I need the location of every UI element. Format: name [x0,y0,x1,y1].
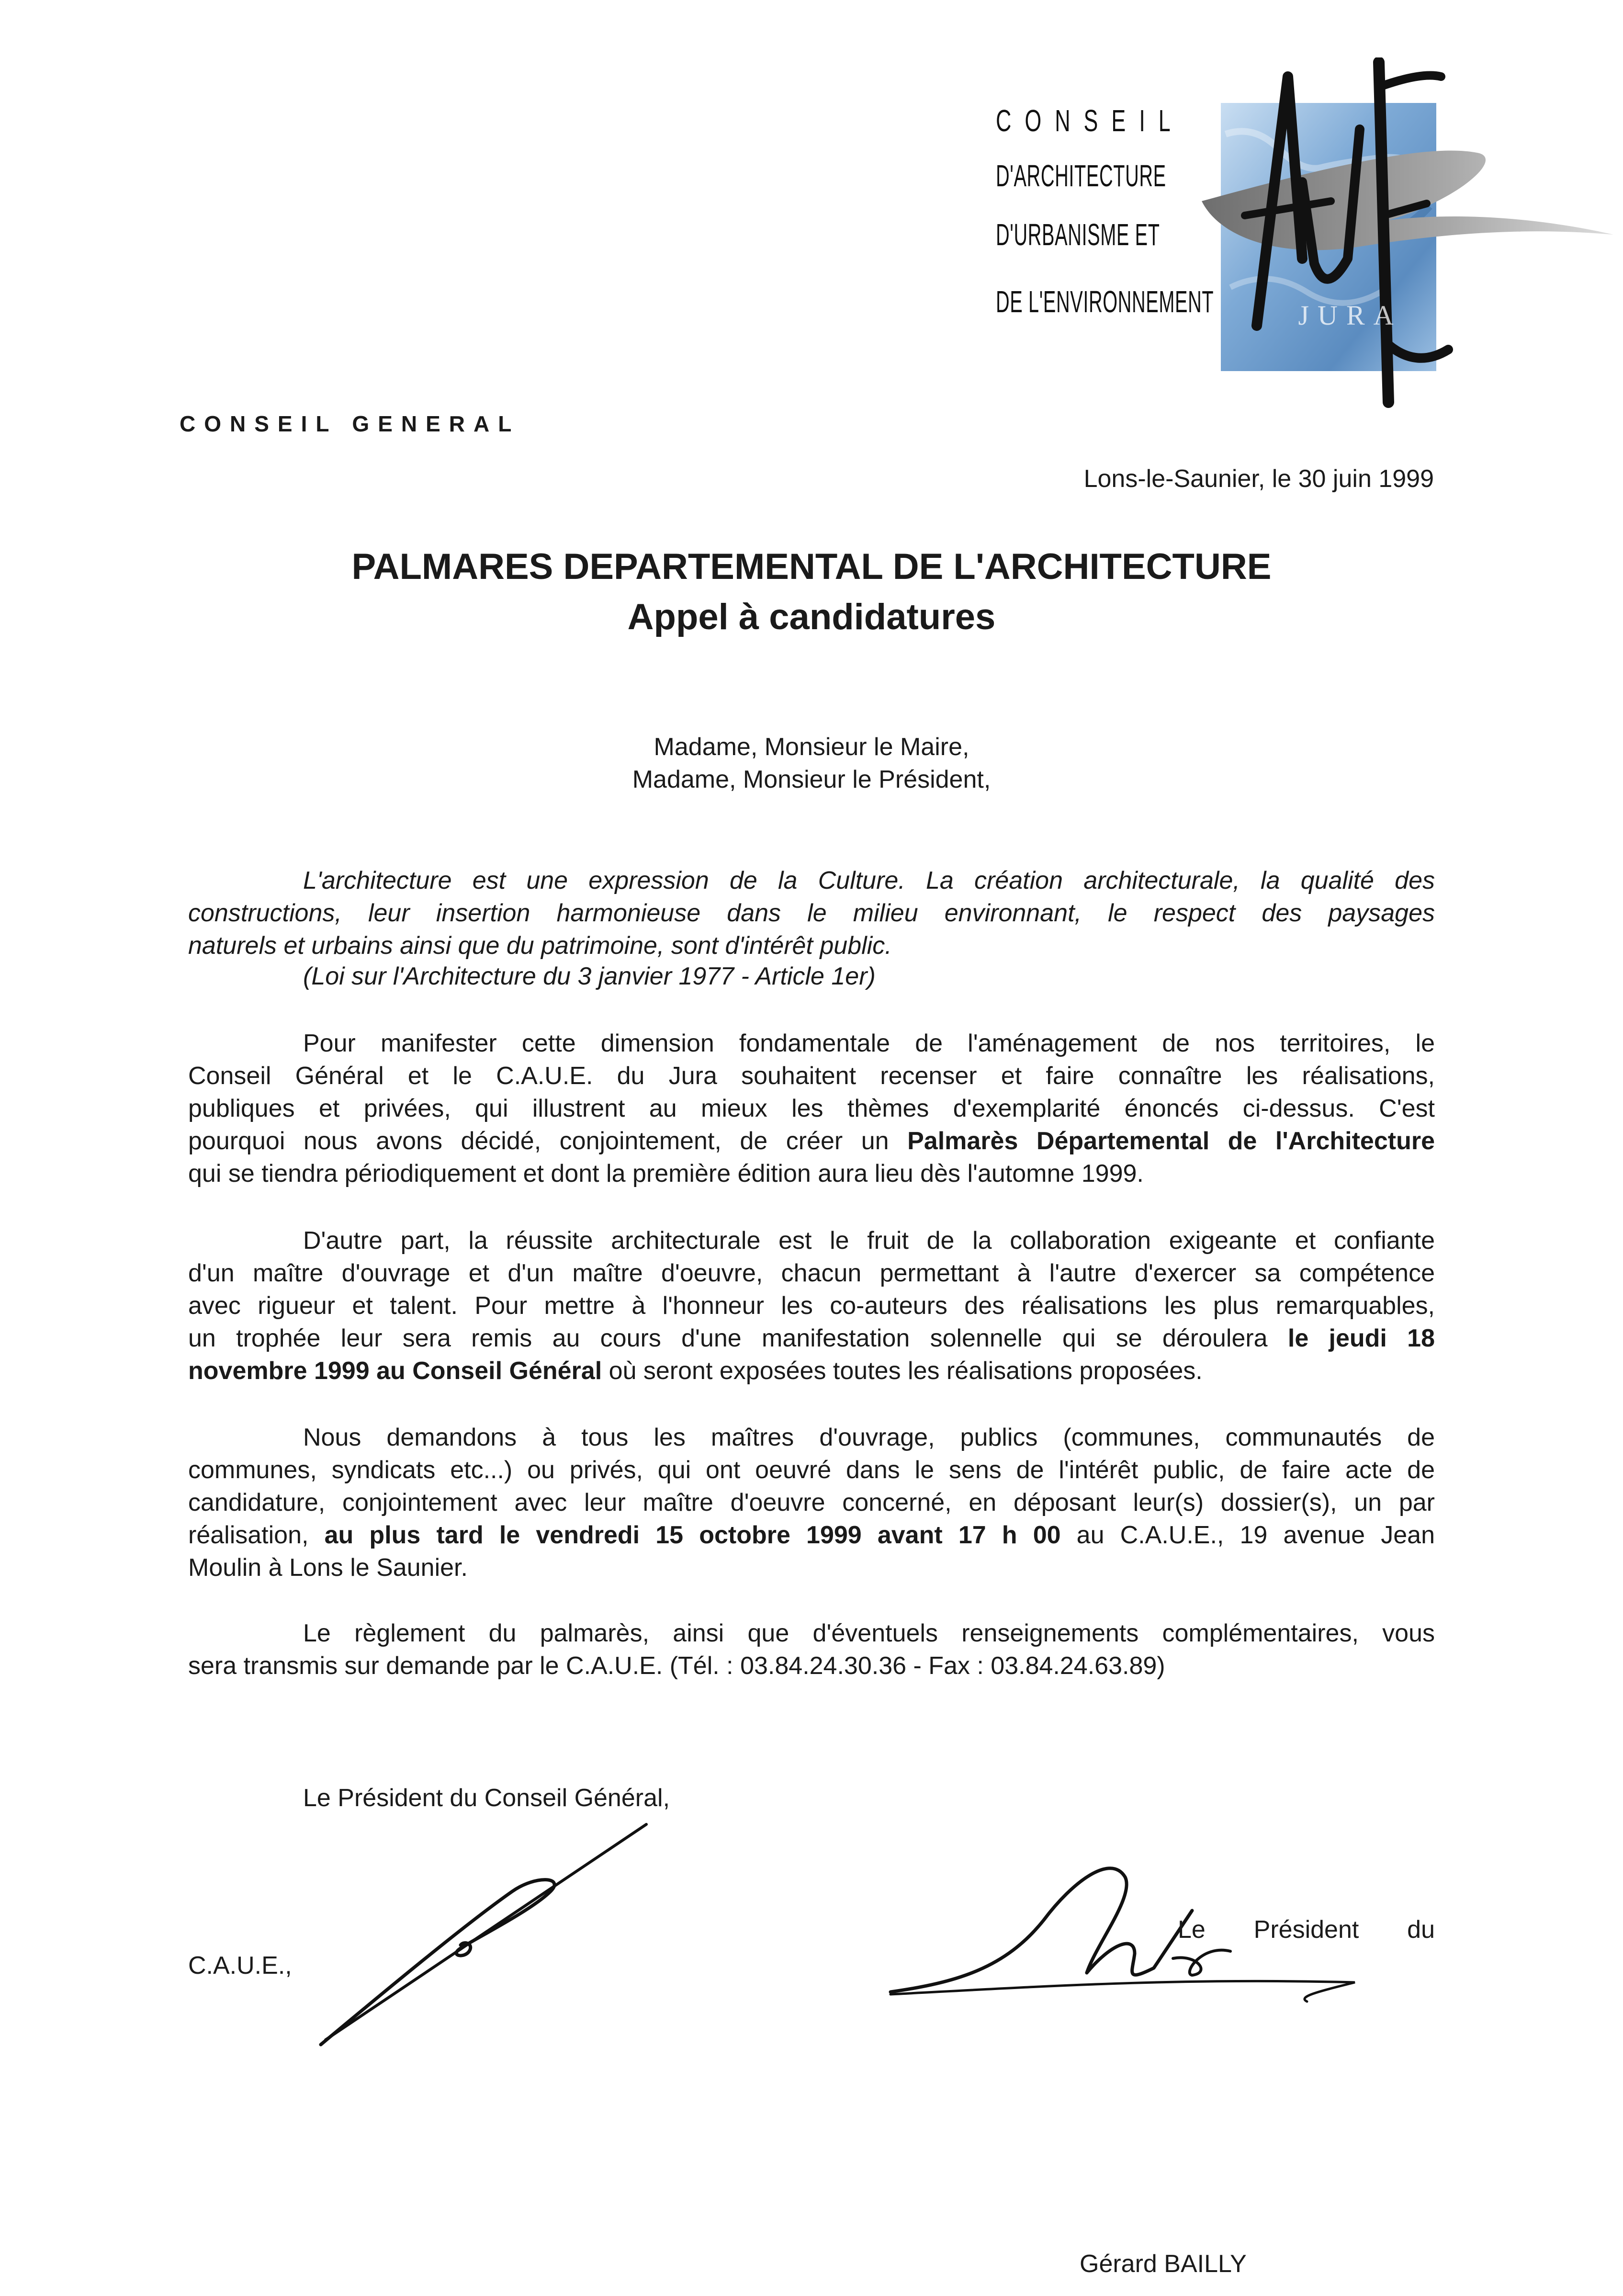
paragraph-line: avec rigueur et talent. Pour mettre à l'honneur les co-auteurs des réalisations les plus remarquables, [188,1292,1435,1320]
salutation-line-2: Madame, Monsieur le Président, [632,766,991,793]
logo-text-urbanisme: D'URBANISME ET [996,217,1160,252]
paragraph-text: où seront exposées toutes les réalisations proposées. [602,1357,1203,1385]
paragraph-line: Nous demandons à tous les maîtres d'ouvrage, publics (communes, communautés de [303,1424,1435,1451]
salutation-line-1: Madame, Monsieur le Maire, [654,733,969,761]
paragraph-line: D'autre part, la réussite architecturale est le fruit de la collaboration exigeante et confiante [303,1227,1435,1255]
organization-header: CONSEIL GENERAL [180,411,520,436]
paragraph-line: candidature, conjointement avec leur maître d'oeuvre concerné, en déposant leur(s) dossier(s), un par [188,1489,1435,1516]
paragraph-line: sera transmis sur demande par le C.A.U.E. (Tél. : 03.84.24.30.36 - Fax : 03.84.24.63.89) [188,1652,1165,1680]
paragraph-line [188,1322,1435,1355]
caue-jura-logo [996,57,1618,417]
paragraph-text: réalisation, [188,1521,325,1549]
quote-line: naturels et urbains ainsi que du patrimoine, sont d'intérêt public. [188,932,892,960]
paragraph-text: un trophée leur sera remis au cours d'une manifestation solennelle qui se déroulera [188,1324,1288,1352]
paragraph-line: Moulin à Lons le Saunier. [188,1554,468,1582]
signature-label-caue-org: C.A.U.E., [188,1952,292,1979]
body-paragraph-3 [188,1421,1435,1584]
paragraph-text: au C.A.U.E., 19 avenue Jean [1060,1521,1435,1549]
law-quote-paragraph [188,864,1435,962]
paragraph-line: Pour manifester cette dimension fondamentale de l'aménagement de nos territoires, le [303,1029,1435,1057]
paragraph-line: d'un maître d'ouvrage et d'un maître d'oeuvre, chacun permettant à l'autre d'exercer sa compétence [188,1259,1435,1287]
paragraph-line [188,1519,1435,1551]
quote-line: constructions, leur insertion harmonieuse dans le milieu environnant, le respect des paysages [188,899,1435,927]
quote-line: L'architecture est une expression de la Culture. La création architecturale, la qualité des [303,867,1435,894]
paragraph-text: pourquoi nous avons décidé, conjointement, de créer un [188,1127,908,1155]
signatory-name: Gérard BAILLY [1080,2250,1247,2278]
body-paragraph-2 [188,1224,1435,1387]
signature-conseil-general [306,1815,651,2064]
date-line: Lons-le-Saunier, le 30 juin 1999 [1083,465,1434,493]
signature-label-caue-president: Le Président du [1178,1916,1435,1944]
document-subtitle: Appel à candidatures [627,597,996,637]
paragraph-line [188,1355,1435,1387]
deadline-emphasis: au plus tard le vendredi 15 octobre 1999 avant 17 h 00 [324,1521,1061,1549]
paragraph-line: qui se tiendra périodiquement et dont la première édition aura lieu dès l'automne 1999. [188,1160,1144,1188]
body-paragraph-1 [188,1027,1435,1190]
signature-label-conseil-general: Le Président du Conseil Général, [303,1784,670,1812]
ceremony-date-emphasis: novembre 1999 au Conseil Général [188,1357,602,1385]
logo-text-architecture: D'ARCHITECTURE [996,158,1166,193]
paragraph-line: publiques et privées, qui illustrent au mieux les thèmes d'exemplarité énoncés ci-dessus. C'est [188,1095,1435,1122]
paragraph-line [188,1125,1435,1157]
document-title: PALMARES DEPARTEMENTAL DE L'ARCHITECTURE [351,546,1272,587]
palmares-emphasis: Palmarès Départemental de l'Architecture [907,1127,1435,1155]
logo-text-jura: JURA [1298,300,1402,331]
logo-text-environnement: DE L'ENVIRONNEMENT [996,284,1214,319]
paragraph-line: Le règlement du palmarès, ainsi que d'éventuels renseignements complémentaires, vous [303,1619,1435,1647]
law-citation: (Loi sur l'Architecture du 3 janvier 1977 - Article 1er) [303,962,876,990]
logo-text-conseil: CONSEIL [996,103,1184,138]
body-paragraph-4 [188,1617,1435,1682]
paragraph-line: communes, syndicats etc...) ou privés, qui ont oeuvré dans le sens de l'intérêt public, de faire acte de [188,1456,1435,1484]
ceremony-date-emphasis: le jeudi 18 [1287,1324,1435,1352]
paragraph-line: Conseil Général et le C.A.U.E. du Jura souhaitent recenser et faire connaître les réalisations, [188,1062,1435,1090]
